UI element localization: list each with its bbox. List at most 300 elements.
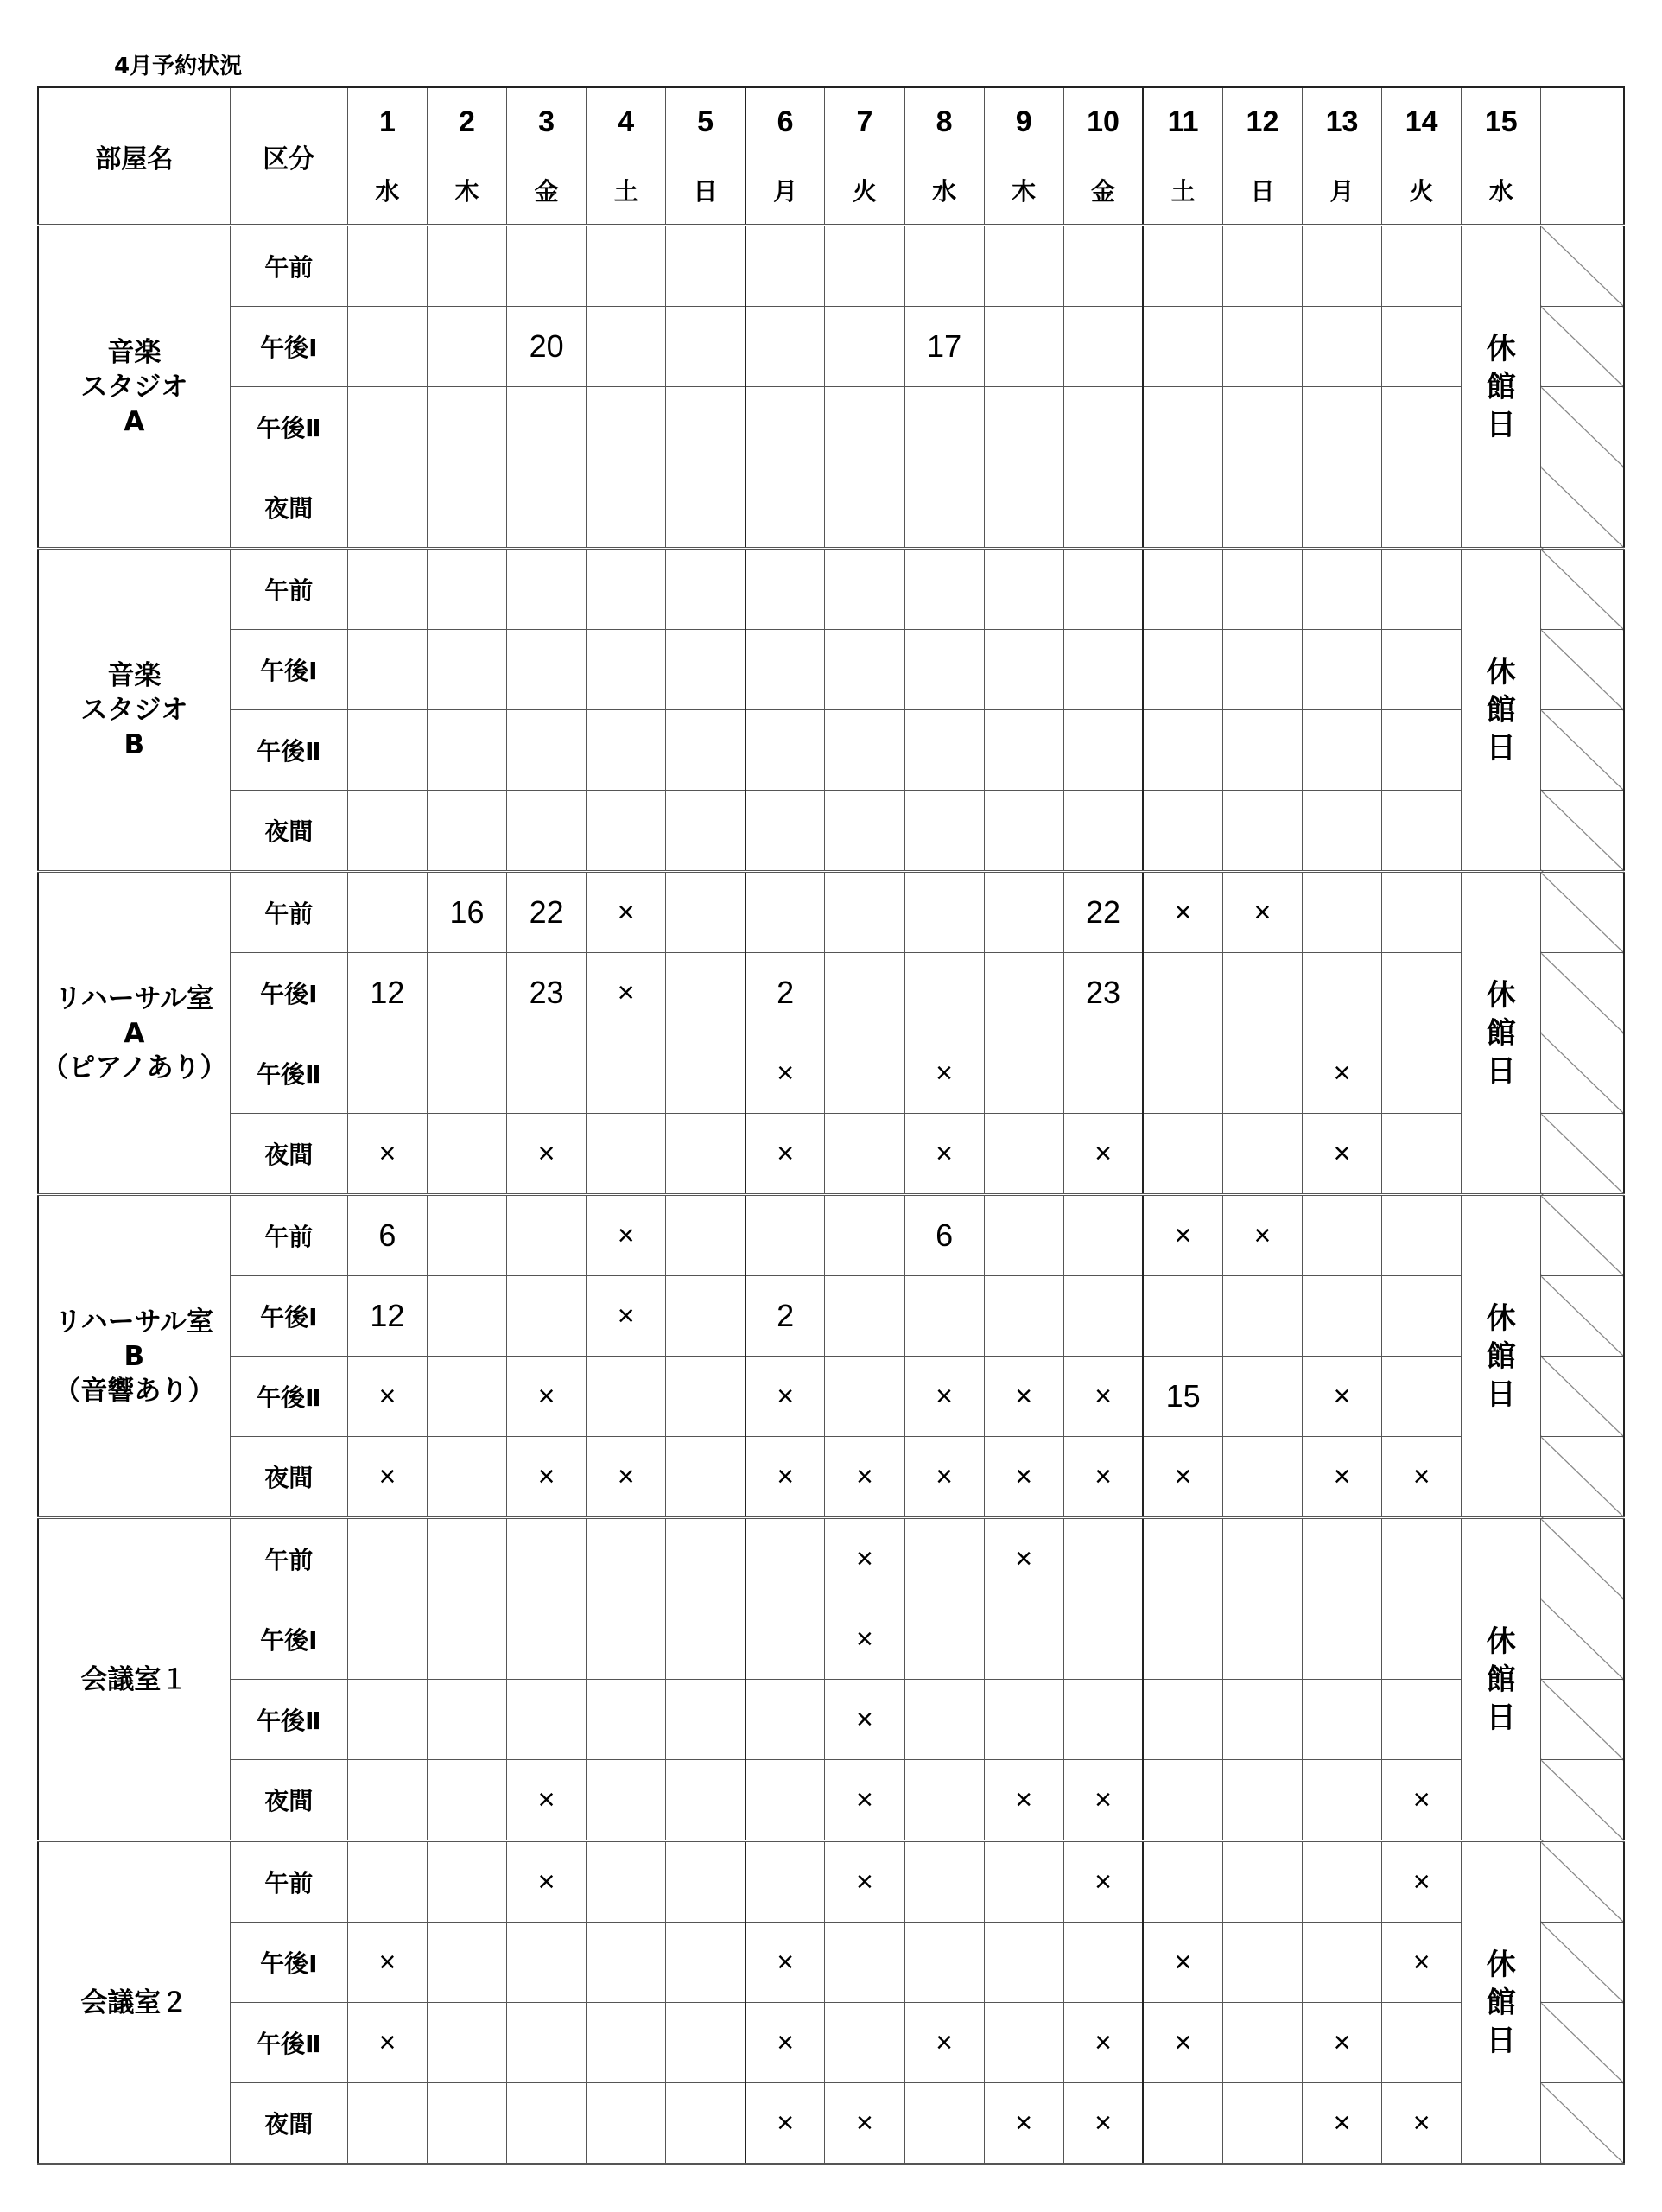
reservation-cell[interactable]	[825, 2003, 904, 2083]
booked-mark[interactable]: ×	[507, 1841, 587, 1923]
reservation-cell[interactable]	[666, 1841, 745, 1923]
reservation-cell[interactable]	[427, 1841, 506, 1923]
reservation-cell[interactable]	[587, 710, 666, 791]
reservation-cell[interactable]	[1222, 630, 1302, 710]
reservation-cell[interactable]	[1063, 1518, 1143, 1599]
booked-mark[interactable]: ×	[1382, 1437, 1462, 1518]
reservation-cell[interactable]	[507, 1599, 587, 1680]
booked-mark[interactable]: ×	[1382, 1923, 1462, 2003]
reservation-cell[interactable]	[666, 1357, 745, 1437]
reservation-cell[interactable]	[1143, 710, 1222, 791]
reservation-cell[interactable]	[587, 387, 666, 467]
reservation-cell[interactable]	[825, 467, 904, 549]
reservation-cell[interactable]	[347, 467, 427, 549]
reservation-cell[interactable]	[427, 1357, 506, 1437]
booked-mark[interactable]: ×	[745, 2083, 825, 2164]
reservation-cell[interactable]	[1303, 872, 1382, 953]
reservation-cell[interactable]	[745, 630, 825, 710]
reservation-cell[interactable]	[1143, 549, 1222, 630]
booked-mark[interactable]: ×	[1222, 872, 1302, 953]
reservation-cell[interactable]	[984, 1599, 1063, 1680]
reservation-cell[interactable]	[1063, 630, 1143, 710]
reservation-cell[interactable]	[904, 1680, 984, 1760]
booked-mark[interactable]: ×	[825, 1599, 904, 1680]
booked-mark[interactable]: ×	[587, 1276, 666, 1357]
reservation-cell[interactable]	[1382, 630, 1462, 710]
reservation-cell[interactable]	[984, 226, 1063, 307]
reservation-cell[interactable]	[666, 1599, 745, 1680]
reservation-cell[interactable]	[587, 1114, 666, 1195]
reservation-cell[interactable]	[587, 1680, 666, 1760]
reservation-cell[interactable]	[1303, 1195, 1382, 1276]
reservation-cell[interactable]	[984, 307, 1063, 387]
reservation-cell[interactable]	[1382, 1276, 1462, 1357]
reservation-cell[interactable]	[427, 1760, 506, 1841]
reservation-cell[interactable]	[745, 1599, 825, 1680]
reservation-cell[interactable]	[1143, 1518, 1222, 1599]
booked-mark[interactable]: ×	[1063, 2003, 1143, 2083]
reservation-cell[interactable]	[984, 872, 1063, 953]
reservation-cell[interactable]	[745, 791, 825, 872]
reservation-cell[interactable]	[1063, 710, 1143, 791]
reservation-cell[interactable]	[1222, 1033, 1302, 1114]
reservation-cell[interactable]	[427, 630, 506, 710]
reservation-cell[interactable]	[1063, 1599, 1143, 1680]
reservation-cell[interactable]	[1303, 387, 1382, 467]
reservation-cell[interactable]	[825, 872, 904, 953]
reservation-cell[interactable]	[427, 2003, 506, 2083]
reservation-cell[interactable]	[666, 1680, 745, 1760]
reservation-cell[interactable]	[427, 791, 506, 872]
booked-mark[interactable]: ×	[745, 2003, 825, 2083]
reservation-cell[interactable]	[825, 549, 904, 630]
reservation-cell[interactable]	[507, 226, 587, 307]
reservation-cell[interactable]	[745, 710, 825, 791]
reservation-cell[interactable]	[825, 710, 904, 791]
reservation-cell[interactable]	[427, 1518, 506, 1599]
reservation-cell[interactable]	[666, 1760, 745, 1841]
reservation-cell[interactable]: 12	[347, 953, 427, 1033]
booked-mark[interactable]: ×	[984, 1357, 1063, 1437]
booked-mark[interactable]: ×	[904, 1033, 984, 1114]
booked-mark[interactable]: ×	[1303, 1357, 1382, 1437]
reservation-cell[interactable]	[984, 1033, 1063, 1114]
reservation-cell[interactable]	[507, 549, 587, 630]
booked-mark[interactable]: ×	[1303, 2083, 1382, 2164]
reservation-cell[interactable]	[1222, 2003, 1302, 2083]
reservation-cell[interactable]	[1143, 307, 1222, 387]
reservation-cell[interactable]	[1063, 1195, 1143, 1276]
reservation-cell[interactable]	[507, 2003, 587, 2083]
reservation-cell[interactable]	[666, 1518, 745, 1599]
reservation-cell[interactable]	[984, 630, 1063, 710]
reservation-cell[interactable]	[587, 1357, 666, 1437]
reservation-cell[interactable]	[1222, 1680, 1302, 1760]
reservation-cell[interactable]	[825, 226, 904, 307]
reservation-cell[interactable]	[666, 2083, 745, 2164]
reservation-cell[interactable]	[1063, 549, 1143, 630]
reservation-cell[interactable]	[1143, 1841, 1222, 1923]
reservation-cell[interactable]	[507, 791, 587, 872]
reservation-cell[interactable]	[825, 1276, 904, 1357]
reservation-cell[interactable]	[1382, 710, 1462, 791]
reservation-cell[interactable]	[745, 1680, 825, 1760]
reservation-cell[interactable]	[587, 1599, 666, 1680]
booked-mark[interactable]: ×	[507, 1357, 587, 1437]
reservation-cell[interactable]	[587, 1760, 666, 1841]
reservation-cell[interactable]	[1222, 1114, 1302, 1195]
booked-mark[interactable]: ×	[1063, 1841, 1143, 1923]
reservation-cell[interactable]	[1063, 1276, 1143, 1357]
reservation-cell[interactable]	[1382, 1033, 1462, 1114]
reservation-cell[interactable]: 20	[507, 307, 587, 387]
reservation-cell[interactable]	[1222, 1923, 1302, 2003]
reservation-cell[interactable]	[587, 791, 666, 872]
reservation-cell[interactable]	[1382, 1680, 1462, 1760]
reservation-cell[interactable]	[825, 1114, 904, 1195]
booked-mark[interactable]: ×	[347, 1114, 427, 1195]
reservation-cell[interactable]	[984, 387, 1063, 467]
booked-mark[interactable]: ×	[745, 1923, 825, 2003]
reservation-cell[interactable]	[347, 1518, 427, 1599]
reservation-cell[interactable]	[904, 791, 984, 872]
reservation-cell[interactable]	[984, 1841, 1063, 1923]
reservation-cell[interactable]	[1303, 1923, 1382, 2003]
reservation-cell[interactable]: 16	[427, 872, 506, 953]
reservation-cell[interactable]	[427, 1114, 506, 1195]
reservation-cell[interactable]	[1382, 549, 1462, 630]
reservation-cell[interactable]	[1222, 1518, 1302, 1599]
booked-mark[interactable]: ×	[745, 1437, 825, 1518]
booked-mark[interactable]: ×	[1303, 1033, 1382, 1114]
reservation-cell[interactable]	[1382, 387, 1462, 467]
reservation-cell[interactable]	[1382, 307, 1462, 387]
reservation-cell[interactable]	[427, 953, 506, 1033]
reservation-cell[interactable]	[1222, 1276, 1302, 1357]
booked-mark[interactable]: ×	[1143, 872, 1222, 953]
reservation-cell[interactable]	[1382, 1518, 1462, 1599]
reservation-cell[interactable]	[666, 2003, 745, 2083]
reservation-cell[interactable]	[427, 1680, 506, 1760]
reservation-cell[interactable]	[666, 307, 745, 387]
reservation-cell[interactable]	[1222, 1357, 1302, 1437]
reservation-cell[interactable]	[507, 1276, 587, 1357]
reservation-cell[interactable]	[1222, 549, 1302, 630]
reservation-cell[interactable]	[1303, 467, 1382, 549]
reservation-cell[interactable]	[427, 387, 506, 467]
reservation-cell[interactable]	[1143, 953, 1222, 1033]
reservation-cell[interactable]	[587, 307, 666, 387]
reservation-cell[interactable]: 2	[745, 953, 825, 1033]
reservation-cell[interactable]	[904, 1923, 984, 2003]
reservation-cell[interactable]	[347, 791, 427, 872]
reservation-cell[interactable]	[1143, 467, 1222, 549]
reservation-cell[interactable]	[347, 1033, 427, 1114]
booked-mark[interactable]: ×	[1382, 1841, 1462, 1923]
reservation-cell[interactable]	[745, 307, 825, 387]
reservation-cell[interactable]	[1222, 1599, 1302, 1680]
reservation-cell[interactable]: 23	[507, 953, 587, 1033]
reservation-cell[interactable]	[984, 791, 1063, 872]
booked-mark[interactable]: ×	[825, 1437, 904, 1518]
reservation-cell[interactable]	[1303, 1760, 1382, 1841]
reservation-cell[interactable]	[1382, 953, 1462, 1033]
reservation-cell[interactable]	[507, 1033, 587, 1114]
reservation-cell[interactable]	[904, 630, 984, 710]
reservation-cell[interactable]	[347, 549, 427, 630]
reservation-cell[interactable]	[427, 549, 506, 630]
booked-mark[interactable]: ×	[587, 872, 666, 953]
reservation-cell[interactable]	[1143, 387, 1222, 467]
reservation-cell[interactable]	[1303, 953, 1382, 1033]
reservation-cell[interactable]	[507, 1923, 587, 2003]
reservation-cell[interactable]	[1143, 1276, 1222, 1357]
booked-mark[interactable]: ×	[1382, 2083, 1462, 2164]
reservation-cell[interactable]	[904, 872, 984, 953]
reservation-cell[interactable]	[666, 226, 745, 307]
reservation-cell[interactable]	[1143, 1599, 1222, 1680]
reservation-cell[interactable]	[666, 710, 745, 791]
reservation-cell[interactable]	[904, 387, 984, 467]
reservation-cell[interactable]	[1303, 1599, 1382, 1680]
reservation-cell[interactable]	[1382, 226, 1462, 307]
reservation-cell[interactable]	[1382, 791, 1462, 872]
booked-mark[interactable]: ×	[1143, 2003, 1222, 2083]
reservation-cell[interactable]	[507, 467, 587, 549]
reservation-cell[interactable]	[427, 1599, 506, 1680]
reservation-cell[interactable]	[1143, 1680, 1222, 1760]
reservation-cell[interactable]	[904, 1599, 984, 1680]
reservation-cell[interactable]	[427, 1195, 506, 1276]
reservation-cell[interactable]	[984, 953, 1063, 1033]
reservation-cell[interactable]	[745, 387, 825, 467]
reservation-cell[interactable]	[984, 1195, 1063, 1276]
reservation-cell[interactable]	[347, 630, 427, 710]
reservation-cell[interactable]	[825, 1033, 904, 1114]
booked-mark[interactable]: ×	[1222, 1195, 1302, 1276]
reservation-cell[interactable]	[825, 953, 904, 1033]
reservation-cell[interactable]	[1063, 1680, 1143, 1760]
reservation-cell[interactable]	[427, 467, 506, 549]
reservation-cell[interactable]	[347, 226, 427, 307]
reservation-cell[interactable]	[904, 953, 984, 1033]
reservation-cell[interactable]	[1143, 226, 1222, 307]
reservation-cell[interactable]	[1222, 791, 1302, 872]
booked-mark[interactable]: ×	[1063, 1114, 1143, 1195]
reservation-cell[interactable]	[347, 1680, 427, 1760]
booked-mark[interactable]: ×	[1303, 1114, 1382, 1195]
reservation-cell[interactable]	[587, 1033, 666, 1114]
reservation-cell[interactable]	[1382, 872, 1462, 953]
reservation-cell[interactable]	[1143, 1114, 1222, 1195]
reservation-cell[interactable]	[1063, 791, 1143, 872]
reservation-cell[interactable]	[1222, 710, 1302, 791]
reservation-cell[interactable]: 2	[745, 1276, 825, 1357]
reservation-cell[interactable]	[984, 467, 1063, 549]
booked-mark[interactable]: ×	[904, 2003, 984, 2083]
booked-mark[interactable]: ×	[507, 1437, 587, 1518]
booked-mark[interactable]: ×	[1143, 1437, 1222, 1518]
reservation-cell[interactable]	[1303, 549, 1382, 630]
booked-mark[interactable]: ×	[825, 1760, 904, 1841]
booked-mark[interactable]: ×	[1063, 1357, 1143, 1437]
reservation-cell[interactable]	[904, 549, 984, 630]
reservation-cell[interactable]	[745, 872, 825, 953]
booked-mark[interactable]: ×	[347, 1357, 427, 1437]
reservation-cell[interactable]	[984, 549, 1063, 630]
reservation-cell[interactable]	[904, 710, 984, 791]
reservation-cell[interactable]	[666, 1276, 745, 1357]
reservation-cell[interactable]	[1303, 1841, 1382, 1923]
reservation-cell[interactable]	[984, 1114, 1063, 1195]
reservation-cell[interactable]	[507, 1518, 587, 1599]
booked-mark[interactable]: ×	[1303, 1437, 1382, 1518]
booked-mark[interactable]: ×	[507, 1760, 587, 1841]
reservation-cell[interactable]	[666, 953, 745, 1033]
booked-mark[interactable]: ×	[904, 1357, 984, 1437]
reservation-cell[interactable]	[1382, 1357, 1462, 1437]
reservation-cell[interactable]	[347, 387, 427, 467]
booked-mark[interactable]: ×	[904, 1114, 984, 1195]
reservation-cell[interactable]	[1303, 307, 1382, 387]
booked-mark[interactable]: ×	[1063, 1760, 1143, 1841]
reservation-cell[interactable]	[1382, 467, 1462, 549]
reservation-cell[interactable]	[347, 1760, 427, 1841]
reservation-cell[interactable]	[587, 630, 666, 710]
reservation-cell[interactable]: 23	[1063, 953, 1143, 1033]
reservation-cell[interactable]	[666, 1437, 745, 1518]
reservation-cell[interactable]	[427, 1276, 506, 1357]
reservation-cell[interactable]	[904, 1760, 984, 1841]
reservation-cell[interactable]	[587, 2083, 666, 2164]
reservation-cell[interactable]	[1303, 1276, 1382, 1357]
reservation-cell[interactable]	[1063, 467, 1143, 549]
reservation-cell[interactable]	[1143, 2083, 1222, 2164]
reservation-cell[interactable]	[825, 1195, 904, 1276]
reservation-cell[interactable]	[1222, 387, 1302, 467]
reservation-cell[interactable]	[347, 710, 427, 791]
reservation-cell[interactable]	[1382, 1195, 1462, 1276]
reservation-cell[interactable]	[1382, 1114, 1462, 1195]
reservation-cell[interactable]	[1222, 1760, 1302, 1841]
reservation-cell[interactable]	[427, 1033, 506, 1114]
booked-mark[interactable]: ×	[587, 1437, 666, 1518]
reservation-cell[interactable]	[745, 226, 825, 307]
reservation-cell[interactable]	[1222, 2083, 1302, 2164]
booked-mark[interactable]: ×	[984, 2083, 1063, 2164]
reservation-cell[interactable]	[1222, 1841, 1302, 1923]
reservation-cell[interactable]	[427, 226, 506, 307]
reservation-cell[interactable]	[984, 2003, 1063, 2083]
booked-mark[interactable]: ×	[825, 1841, 904, 1923]
reservation-cell[interactable]: 12	[347, 1276, 427, 1357]
reservation-cell[interactable]	[587, 226, 666, 307]
reservation-cell[interactable]	[507, 630, 587, 710]
reservation-cell[interactable]	[507, 387, 587, 467]
reservation-cell[interactable]: 6	[347, 1195, 427, 1276]
booked-mark[interactable]: ×	[507, 1114, 587, 1195]
reservation-cell[interactable]	[666, 1195, 745, 1276]
booked-mark[interactable]: ×	[347, 1923, 427, 2003]
reservation-cell[interactable]	[1303, 226, 1382, 307]
reservation-cell[interactable]: 6	[904, 1195, 984, 1276]
reservation-cell[interactable]	[666, 630, 745, 710]
reservation-cell[interactable]	[1303, 710, 1382, 791]
reservation-cell[interactable]: 15	[1143, 1357, 1222, 1437]
reservation-cell[interactable]	[507, 2083, 587, 2164]
reservation-cell[interactable]	[587, 1518, 666, 1599]
reservation-cell[interactable]	[587, 1923, 666, 2003]
reservation-cell[interactable]	[507, 710, 587, 791]
reservation-cell[interactable]	[984, 1680, 1063, 1760]
booked-mark[interactable]: ×	[1382, 1760, 1462, 1841]
reservation-cell[interactable]	[1063, 226, 1143, 307]
reservation-cell[interactable]: 22	[507, 872, 587, 953]
reservation-cell[interactable]	[1382, 2003, 1462, 2083]
reservation-cell[interactable]	[984, 1276, 1063, 1357]
reservation-cell[interactable]	[904, 226, 984, 307]
reservation-cell[interactable]	[825, 1923, 904, 2003]
reservation-cell[interactable]	[904, 2083, 984, 2164]
booked-mark[interactable]: ×	[745, 1114, 825, 1195]
reservation-cell[interactable]	[984, 710, 1063, 791]
reservation-cell[interactable]	[666, 872, 745, 953]
reservation-cell[interactable]	[745, 1841, 825, 1923]
reservation-cell[interactable]	[745, 1195, 825, 1276]
reservation-cell[interactable]	[1222, 307, 1302, 387]
booked-mark[interactable]: ×	[587, 1195, 666, 1276]
reservation-cell[interactable]	[1063, 1923, 1143, 2003]
reservation-cell[interactable]	[507, 1680, 587, 1760]
reservation-cell[interactable]	[825, 791, 904, 872]
reservation-cell[interactable]	[1303, 791, 1382, 872]
reservation-cell[interactable]	[666, 1033, 745, 1114]
reservation-cell[interactable]	[745, 1760, 825, 1841]
booked-mark[interactable]: ×	[825, 1518, 904, 1599]
reservation-cell[interactable]	[904, 1276, 984, 1357]
reservation-cell[interactable]	[666, 549, 745, 630]
reservation-cell[interactable]	[587, 467, 666, 549]
reservation-cell[interactable]	[347, 872, 427, 953]
reservation-cell[interactable]	[666, 387, 745, 467]
reservation-cell[interactable]	[745, 549, 825, 630]
reservation-cell[interactable]	[666, 1923, 745, 2003]
reservation-cell[interactable]	[1143, 630, 1222, 710]
booked-mark[interactable]: ×	[1063, 1437, 1143, 1518]
reservation-cell[interactable]	[1222, 467, 1302, 549]
reservation-cell[interactable]	[507, 1195, 587, 1276]
reservation-cell[interactable]	[347, 1841, 427, 1923]
reservation-cell[interactable]	[427, 710, 506, 791]
reservation-cell[interactable]	[984, 1923, 1063, 2003]
booked-mark[interactable]: ×	[984, 1437, 1063, 1518]
reservation-cell[interactable]	[347, 307, 427, 387]
reservation-cell[interactable]	[904, 1841, 984, 1923]
booked-mark[interactable]: ×	[825, 1680, 904, 1760]
reservation-cell[interactable]	[904, 467, 984, 549]
reservation-cell[interactable]	[745, 1518, 825, 1599]
reservation-cell[interactable]	[347, 1599, 427, 1680]
booked-mark[interactable]: ×	[984, 1518, 1063, 1599]
booked-mark[interactable]: ×	[984, 1760, 1063, 1841]
reservation-cell[interactable]	[587, 549, 666, 630]
reservation-cell[interactable]	[1063, 387, 1143, 467]
reservation-cell[interactable]	[825, 307, 904, 387]
reservation-cell[interactable]	[427, 1923, 506, 2003]
reservation-cell[interactable]	[666, 1114, 745, 1195]
booked-mark[interactable]: ×	[1143, 1923, 1222, 2003]
reservation-cell[interactable]	[825, 1357, 904, 1437]
